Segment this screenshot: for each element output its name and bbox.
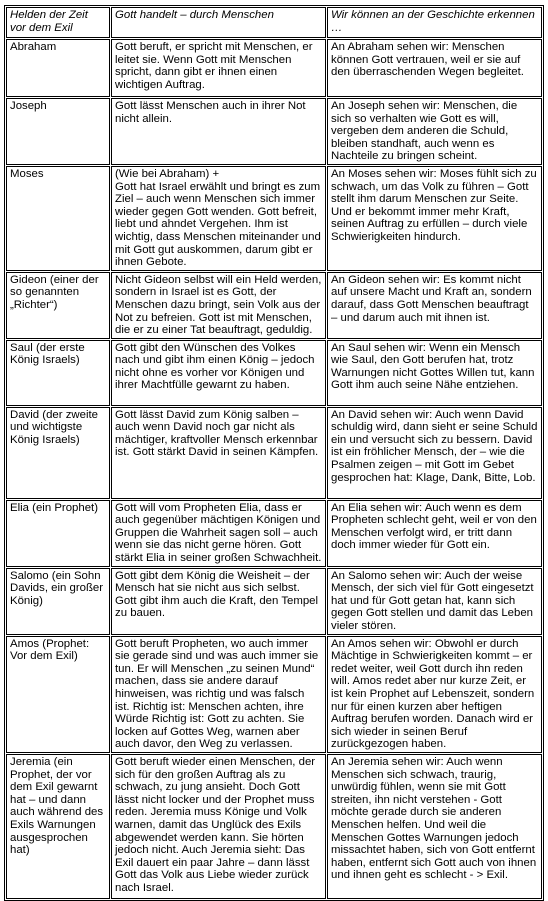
lesson-cell: An Salomo sehen wir: Auch der weise Mensch, der sich viel für Gott eingesetzt hat und für Gott getan hat, kann sich gegen Gott stellen und damit das Leben vieler stören.: [327, 568, 542, 635]
lesson-cell: An Abraham sehen wir: Menschen können Gott vertrauen, weil er sie auf den überraschenden Wegen begleitet.: [327, 39, 542, 97]
header-row: [6, 7, 542, 38]
table-row: [6, 754, 542, 899]
table-row: [6, 39, 542, 97]
lesson-cell: An Elia sehen wir: Auch wenn es dem Propheten schlecht geht, weil er von den Menschen verfolgt wird, er tritt dann doch immer wieder für Gott ein.: [327, 500, 542, 567]
hero-cell: Moses: [6, 166, 110, 271]
table-row: [6, 340, 542, 406]
table-row: [6, 407, 542, 499]
lesson-cell: An Joseph sehen wir: Menschen, die sich so verhalten wie Gott es will, vergeben dem anderen die Schuld, bleiben standhaft, auch wenn es Nachteile zu bringen scheint.: [327, 98, 542, 165]
action-cell: (Wie bei Abraham) + Gott hat Israel erwählt und bringt es zum Ziel – auch wenn Menschen sich immer wieder gegen Gott wenden. Gott befreit, liebt und ahndet Vergehen. Ihm ist wichtig, dass Menschen miteinander und mit Gott gut auskommen, darum gibt er ihnen Gebote.: [111, 166, 326, 271]
hero-cell: Amos (Prophet: Vor dem Exil): [6, 636, 110, 753]
header-lesson: Wir können an der Geschichte erkennen …: [327, 7, 542, 38]
table-row: [6, 636, 542, 753]
hero-cell: Gideon (einer der so genannten „Richter“): [6, 272, 110, 339]
hero-cell: Salomo (ein Sohn Davids, ein großer König): [6, 568, 110, 635]
header-heroes: Helden der Zeit vor dem Exil: [6, 7, 110, 38]
hero-cell: Jeremia (ein Prophet, der vor dem Exil gewarnt hat – und dann auch während des Exils Warnungen ausgesprochen hat): [6, 754, 110, 899]
hero-cell: Elia (ein Prophet): [6, 500, 110, 567]
action-cell: Gott beruft Propheten, wo auch immer sie gerade sind und was auch immer sie tun. Er will Menschen „zu seinen Mund“ machen, dass sie andere darauf hinweisen, was richtig und was falsch ist. Richtig ist: Menschen achten, ihre Würde Richtig ist: Gott zu achten. Sie locken auf Gottes Weg, warnen aber auch davor, den Weg zu verlassen.: [111, 636, 326, 753]
action-cell: Gott lässt Menschen auch in ihrer Not nicht allein.: [111, 98, 326, 165]
hero-cell: Saul (der erste König Israels): [6, 340, 110, 406]
action-cell: Nicht Gideon selbst will ein Held werden, sondern in Israel ist es Gott, der Menschen dazu bringt, sein Volk aus der Not zu befreien. Gott ist mit Menschen, die er zu einer Tat beauftragt, geduldig.: [111, 272, 326, 339]
table-row: [6, 166, 542, 271]
action-cell: Gott gibt den Wünschen des Volkes nach und gibt ihm einen König – jedoch nicht ohne es vorher vor Königen und ihrer Machtfülle gewarnt zu haben.: [111, 340, 326, 406]
table-row: [6, 272, 542, 339]
lesson-cell: An Saul sehen wir: Wenn ein Mensch wie Saul, den Gott berufen hat, trotz Warnungen nicht Gottes Willen tut, kann Gott ihm auch seine Nähe entziehen.: [327, 340, 542, 406]
action-cell: Gott will vom Propheten Elia, dass er auch gegenüber mächtigen Königen und Gruppen die Wahrheit sagen soll – auch wenn sie das nicht gerne hören. Gott stärkt Elia in seiner großen Schwachheit.: [111, 500, 326, 567]
heroes-table: [4, 5, 544, 901]
lesson-cell: An Moses sehen wir: Moses fühlt sich zu schwach, um das Volk zu führen – Gott stellt ihm darum Menschen zur Seite. Und er bekommt immer mehr Kraft, seinen Auftrag zu erfüllen – durch viele Schwierigkeiten hindurch.: [327, 166, 542, 271]
table-row: [6, 98, 542, 165]
hero-cell: Joseph: [6, 98, 110, 165]
action-cell: Gott lässt David zum König salben – auch wenn David noch gar nicht als mächtiger, kraftvoller Mensch erkennbar ist. Gott stärkt David in seinen Kämpfen.: [111, 407, 326, 499]
header-god-acts: Gott handelt – durch Menschen: [111, 7, 326, 38]
action-cell: Gott beruft wieder einen Menschen, der sich für den großen Auftrag als zu schwach, zu jung ansieht. Doch Gott lässt nicht locker und der Prophet muss reden. Jeremia muss Könige und Volk warnen, damit das Unglück des Exils abgewendet werden kann. Sie hörten jedoch nicht. Auch Jeremia sieht: Das Exil dauert ein paar Jahre – dann lässt Gott das Volk aus Liebe wieder zurück nach Israel.: [111, 754, 326, 899]
action-cell: Gott beruft, er spricht mit Menschen, er leitet sie. Wenn Gott mit Menschen spricht, dann gibt er ihnen einen wichtigen Auftrag.: [111, 39, 326, 97]
hero-cell: Abraham: [6, 39, 110, 97]
action-cell: Gott gibt dem König die Weisheit – der Mensch hat sie nicht aus sich selbst. Gott gibt ihm auch die Kraft, den Tempel zu bauen.: [111, 568, 326, 635]
table-row: [6, 568, 542, 635]
lesson-cell: An Amos sehen wir: Obwohl er durch Mächtige in Schwierigkeiten kommt – er redet weiter, weil Gott durch ihn reden will. Amos redet aber nur kurze Zeit, er ist kein Prophet auf Lebenszeit, sondern nur für einen kurzen aber heftigen Auftrag berufen worden. Danach wird er sich wieder in seinen Beruf zurückgezogen haben.: [327, 636, 542, 753]
lesson-cell: An Gideon sehen wir: Es kommt nicht auf unsere Macht und Kraft an, sondern darauf, dass Gott Menschen beauftragt – und darum auch mit ihnen ist.: [327, 272, 542, 339]
hero-cell: David (der zweite und wichtigste König Israels): [6, 407, 110, 499]
lesson-cell: An David sehen wir: Auch wenn David schuldig wird, dann sieht er seine Schuld ein und versucht sich zu bessern. David ist ein fröhlicher Mensch, der – wie die Psalmen zeigen – mit Gott im Gebet gesprochen hat: Klage, Dank, Bitte, Lob.: [327, 407, 542, 499]
lesson-cell: An Jeremia sehen wir: Auch wenn Menschen sich schwach, traurig, unwürdig fühlen, wenn sie mit Gott streiten, ihn nicht verstehen - Gott möchte gerade durch sie anderen Menschen helfen. Und weil die Menschen Gottes Warnungen jedoch missachtet haben, sich von Gott entfernt haben, entfernt sich Gott auch von ihnen und ihnen geht es schlecht - > Exil.: [327, 754, 542, 899]
table-row: [6, 500, 542, 567]
